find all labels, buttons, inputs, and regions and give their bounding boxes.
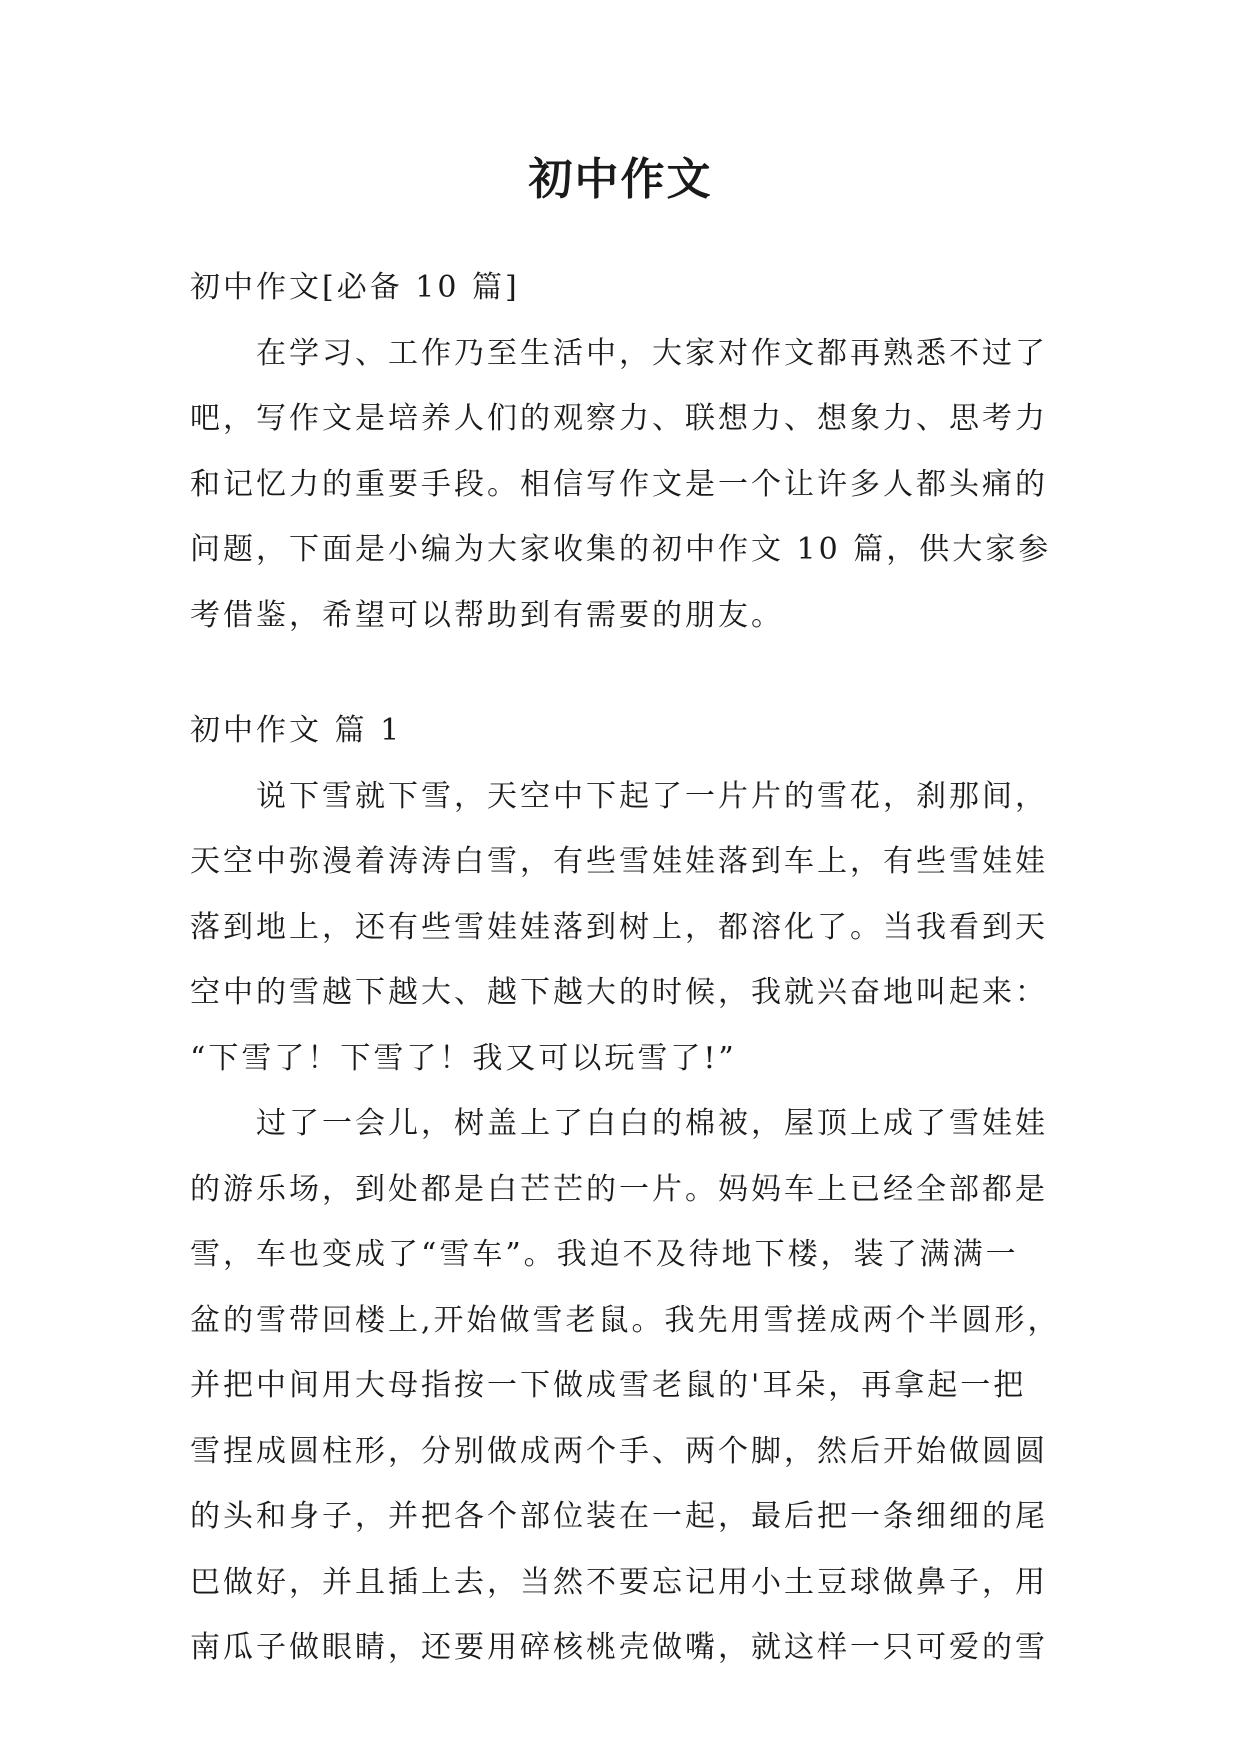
document-title: 初中作文 (528, 154, 713, 205)
essay-line: 天空中弥漫着涛涛白雪，有些雪娃娃落到车上，有些雪娃娃 (190, 844, 1048, 879)
intro-line: 问题，下面是小编为大家收集的初中作文 10 篇，供大家参 (190, 532, 1052, 567)
intro-line: 和记忆力的重要手段。相信写作文是一个让许多人都头痛的 (190, 466, 1048, 502)
intro-line: 吧，写作文是培养人们的观察力、联想力、想象力、思考力 (190, 401, 1048, 436)
section-spacer (190, 648, 1060, 698)
essay-line: “下雪了！下雪了！我又可以玩雪了!” (190, 1040, 737, 1076)
intro-line: 考借鉴，希望可以帮助到有需要的朋友。 (190, 597, 784, 633)
essay-line: 巴做好，并且插上去，当然不要忘记用小土豆球做鼻子，用 (190, 1564, 1048, 1600)
essay-line: 的头和身子，并把各个部位装在一起，最后把一条细细的尾 (190, 1499, 1048, 1534)
essay-line: 并把中间用大母指按一下做成雪老鼠的'耳朵，再拿起一把 (190, 1368, 1027, 1403)
essay-line: 落到地上，还有些雪娃娃落到树上，都溶化了。当我看到天 (190, 909, 1048, 945)
intro-line: 在学习、工作乃至生活中，大家对作文都再熟悉不过了 (190, 335, 1048, 371)
essay-line: 过了一会儿，树盖上了白白的棉被，屋顶上成了雪娃娃 (190, 1106, 1048, 1141)
essay-line: 雪，车也变成了“雪车”。我迫不及待地下楼，装了满满一 (190, 1237, 1019, 1272)
essay-heading: 初中作文 篇 1 (190, 713, 403, 748)
essay-line: 说下雪就下雪，天空中下起了一片片的雪花，刹那间， (190, 778, 1048, 814)
essay-line: 的游乐场，到处都是白芒芒的一片。妈妈车上已经全部都是 (190, 1171, 1048, 1207)
essay-line: 南瓜子做眼睛，还要用碎核桃壳做嘴，就这样一只可爱的雪 (190, 1630, 1048, 1665)
essay-line: 空中的雪越下越大、越下越大的时候，我就兴奋地叫起来： (190, 975, 1048, 1010)
document-body (190, 255, 1060, 1681)
collection-heading: 初中作文[必备 10 篇] (190, 270, 520, 305)
essay-line: 盆的雪带回楼上,开始做雪老鼠。我先用雪搓成两个半圆形， (190, 1302, 1061, 1338)
essay-line: 雪捏成圆柱形，分别做成两个手、两个脚，然后开始做圆圆 (190, 1433, 1048, 1469)
